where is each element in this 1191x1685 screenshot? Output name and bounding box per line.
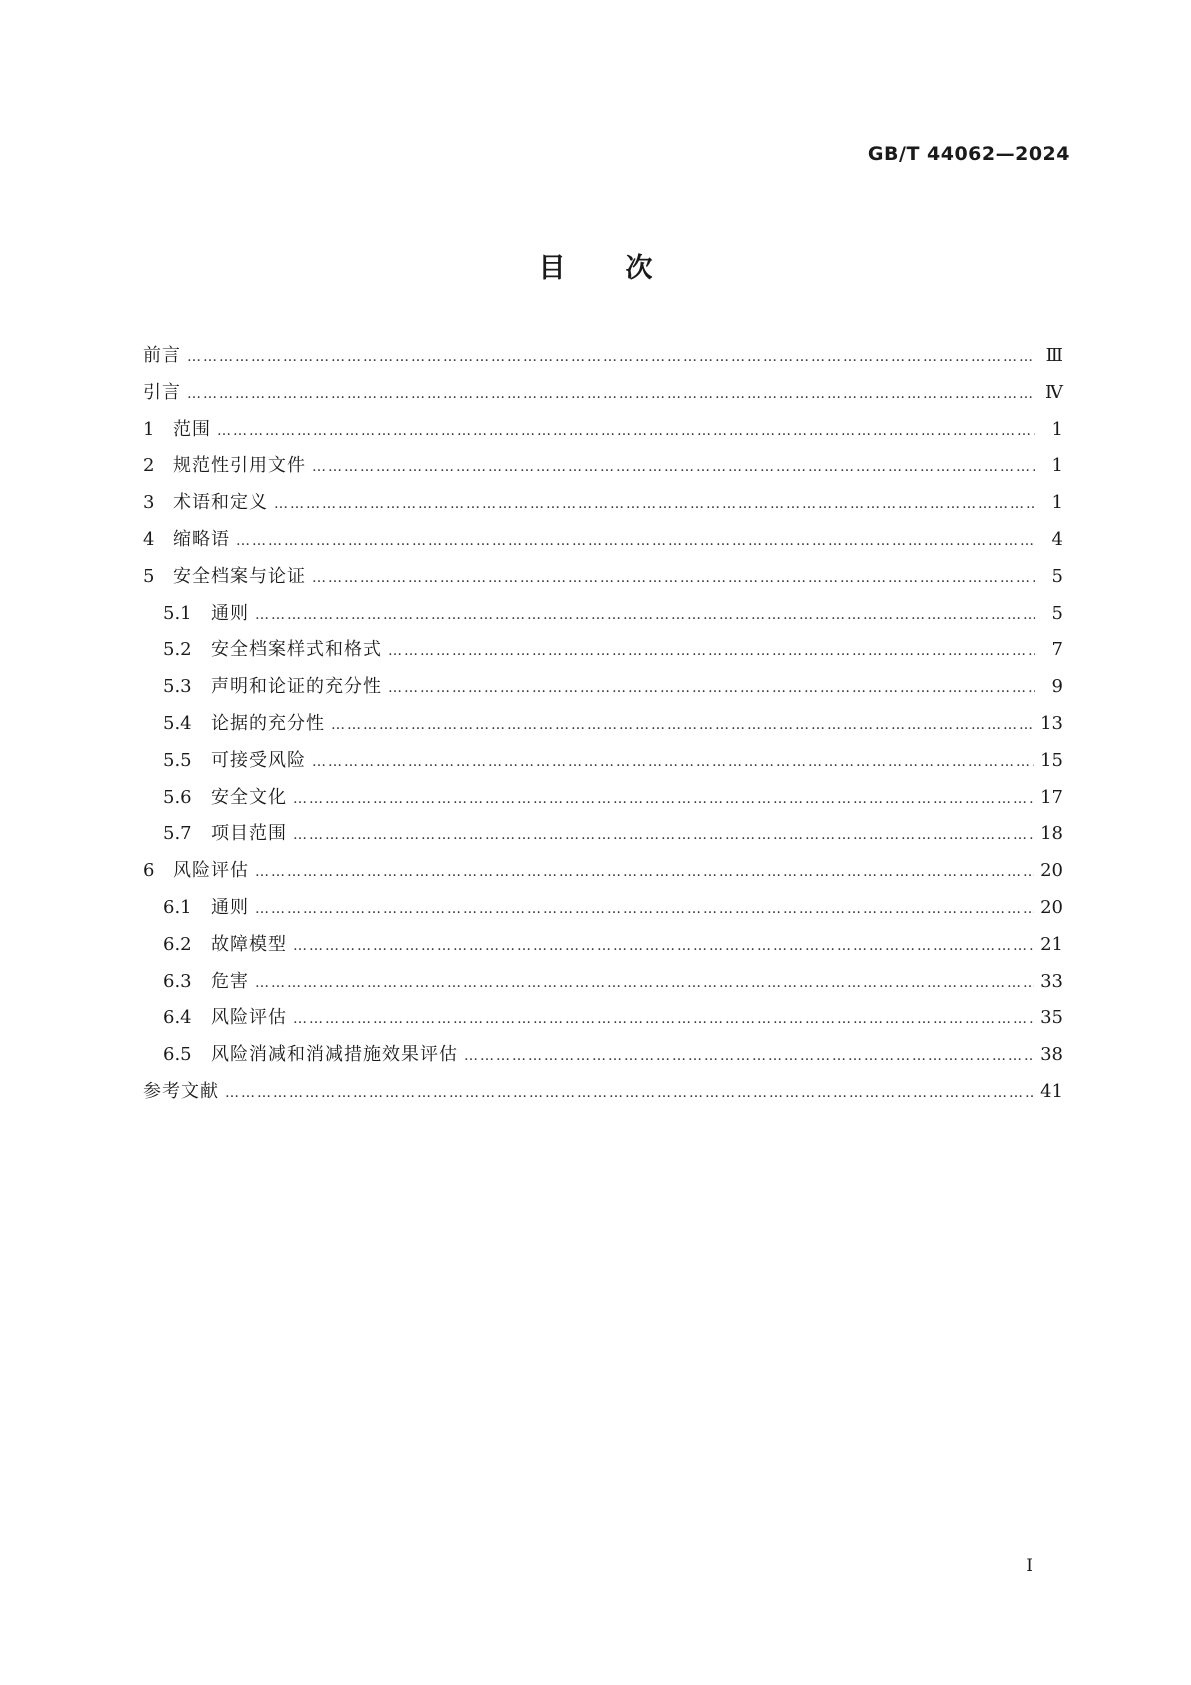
- toc-entry[interactable]: [143, 819, 1063, 856]
- toc-entry-page: Ⅳ: [1045, 381, 1063, 403]
- toc-entry-page: 35: [1040, 1007, 1063, 1029]
- toc-entry[interactable]: [143, 599, 1063, 636]
- toc-entry-page: 21: [1040, 933, 1063, 955]
- toc-entry-label: 风险评估: [211, 1007, 287, 1029]
- toc-entry-label: 项目范围: [211, 823, 287, 845]
- toc-entry-page: 33: [1040, 970, 1063, 992]
- toc-entry-number: 3: [143, 492, 155, 514]
- toc-entry-label: 安全档案样式和格式: [211, 639, 382, 661]
- toc-entry[interactable]: [143, 378, 1063, 415]
- dot-leader: [293, 938, 1034, 954]
- toc-entry[interactable]: [143, 783, 1063, 820]
- toc-entry-page: 9: [1051, 676, 1063, 698]
- toc-entry-number: 6.3: [163, 970, 192, 992]
- toc-entry[interactable]: [143, 488, 1063, 525]
- toc-entry[interactable]: [143, 415, 1063, 452]
- dot-leader: [312, 570, 1035, 586]
- toc-entry[interactable]: [143, 451, 1063, 488]
- toc-entry[interactable]: [143, 1077, 1063, 1114]
- dot-leader: [225, 1085, 1034, 1101]
- toc-entry-number: 5.2: [163, 639, 192, 661]
- toc-entry-page: 13: [1040, 712, 1063, 734]
- dot-leader: [255, 901, 1034, 917]
- toc-entry-number: 4: [143, 528, 155, 550]
- toc-entry-page: 5: [1051, 602, 1063, 624]
- toc-entry[interactable]: [143, 341, 1063, 378]
- toc-entry-number: 5.6: [163, 786, 192, 808]
- dot-leader: [255, 607, 1035, 623]
- toc-entry-label: 通则: [211, 896, 249, 918]
- standard-code: GB/T 44062—2024: [867, 143, 1070, 165]
- toc-entry-number: 6: [143, 860, 155, 882]
- toc-entry-number: 1: [143, 418, 155, 440]
- toc-entry-number: 5.3: [163, 676, 192, 698]
- toc-entry-label: 声明和论证的充分性: [211, 676, 382, 698]
- toc-entry-number: 6.4: [163, 1007, 192, 1029]
- table-of-contents: [143, 341, 1063, 1114]
- toc-entry-label: 论据的充分性: [211, 712, 325, 734]
- dot-leader: [293, 1011, 1034, 1027]
- dot-leader: [293, 827, 1034, 843]
- toc-entry-page: 41: [1040, 1080, 1063, 1102]
- toc-entry-number: 5: [143, 565, 155, 587]
- toc-entry[interactable]: [143, 746, 1063, 783]
- toc-entry-page: 1: [1051, 455, 1063, 477]
- toc-entry[interactable]: [143, 635, 1063, 672]
- toc-entry-label: 缩略语: [173, 528, 230, 550]
- dot-leader: [388, 643, 1035, 659]
- toc-entry-label: 术语和定义: [173, 492, 268, 514]
- toc-entry-label: 风险消减和消减措施效果评估: [211, 1044, 458, 1066]
- toc-entry-page: 15: [1040, 749, 1063, 771]
- toc-entry-label: 风险评估: [173, 860, 249, 882]
- toc-entry-label: 危害: [211, 970, 249, 992]
- toc-entry-page: 1: [1051, 492, 1063, 514]
- toc-entry-label: 参考文献: [143, 1080, 219, 1102]
- toc-entry-number: 6.1: [163, 896, 192, 918]
- toc-entry[interactable]: [143, 893, 1063, 930]
- toc-entry[interactable]: [143, 1040, 1063, 1077]
- toc-entry-label: 故障模型: [211, 933, 287, 955]
- toc-entry[interactable]: [143, 709, 1063, 746]
- toc-entry-label: 安全文化: [211, 786, 287, 808]
- toc-entry-page: 20: [1040, 896, 1063, 918]
- dot-leader: [255, 975, 1034, 991]
- toc-entry-page: 20: [1040, 860, 1063, 882]
- dot-leader: [187, 349, 1035, 365]
- toc-entry-page: 5: [1051, 565, 1063, 587]
- toc-entry[interactable]: [143, 856, 1063, 893]
- dot-leader: [187, 386, 1035, 402]
- toc-entry-page: Ⅲ: [1045, 345, 1063, 366]
- page-title: 目次: [538, 253, 713, 284]
- toc-entry-number: 2: [143, 455, 155, 477]
- toc-entry-label: 引言: [143, 381, 181, 403]
- toc-entry[interactable]: [143, 1003, 1063, 1040]
- dot-leader: [217, 423, 1035, 439]
- toc-entry[interactable]: [143, 525, 1063, 562]
- dot-leader: [464, 1048, 1034, 1064]
- toc-entry-label: 安全档案与论证: [173, 565, 306, 587]
- toc-entry-page: 17: [1040, 786, 1063, 808]
- toc-entry-number: 5.1: [163, 602, 192, 624]
- toc-entry-label: 前言: [143, 345, 181, 366]
- dot-leader: [312, 459, 1035, 475]
- toc-entry-number: 5.4: [163, 712, 192, 734]
- dot-leader: [331, 717, 1034, 733]
- dot-leader: [274, 496, 1035, 512]
- toc-entry-page: 38: [1040, 1044, 1063, 1066]
- toc-entry-number: 5.7: [163, 823, 192, 845]
- toc-entry-number: 6.2: [163, 933, 192, 955]
- dot-leader: [388, 680, 1035, 696]
- toc-entry-label: 通则: [211, 602, 249, 624]
- toc-entry-label: 可接受风险: [211, 749, 306, 771]
- toc-entry[interactable]: [143, 967, 1063, 1004]
- dot-leader: [293, 791, 1034, 807]
- toc-entry-label: 规范性引用文件: [173, 455, 306, 477]
- dot-leader: [312, 754, 1034, 770]
- toc-entry-page: 4: [1051, 528, 1063, 550]
- toc-entry-page: 1: [1051, 418, 1063, 440]
- toc-entry[interactable]: [143, 562, 1063, 599]
- toc-entry-label: 范围: [173, 418, 211, 440]
- dot-leader: [255, 864, 1034, 880]
- toc-entry[interactable]: [143, 672, 1063, 709]
- toc-entry-number: 6.5: [163, 1044, 192, 1066]
- page-number: I: [1026, 1556, 1033, 1576]
- dot-leader: [236, 533, 1035, 549]
- toc-entry-page: 7: [1051, 639, 1063, 661]
- toc-entry-number: 5.5: [163, 749, 192, 771]
- toc-entry[interactable]: [143, 930, 1063, 967]
- toc-entry-page: 18: [1040, 823, 1063, 845]
